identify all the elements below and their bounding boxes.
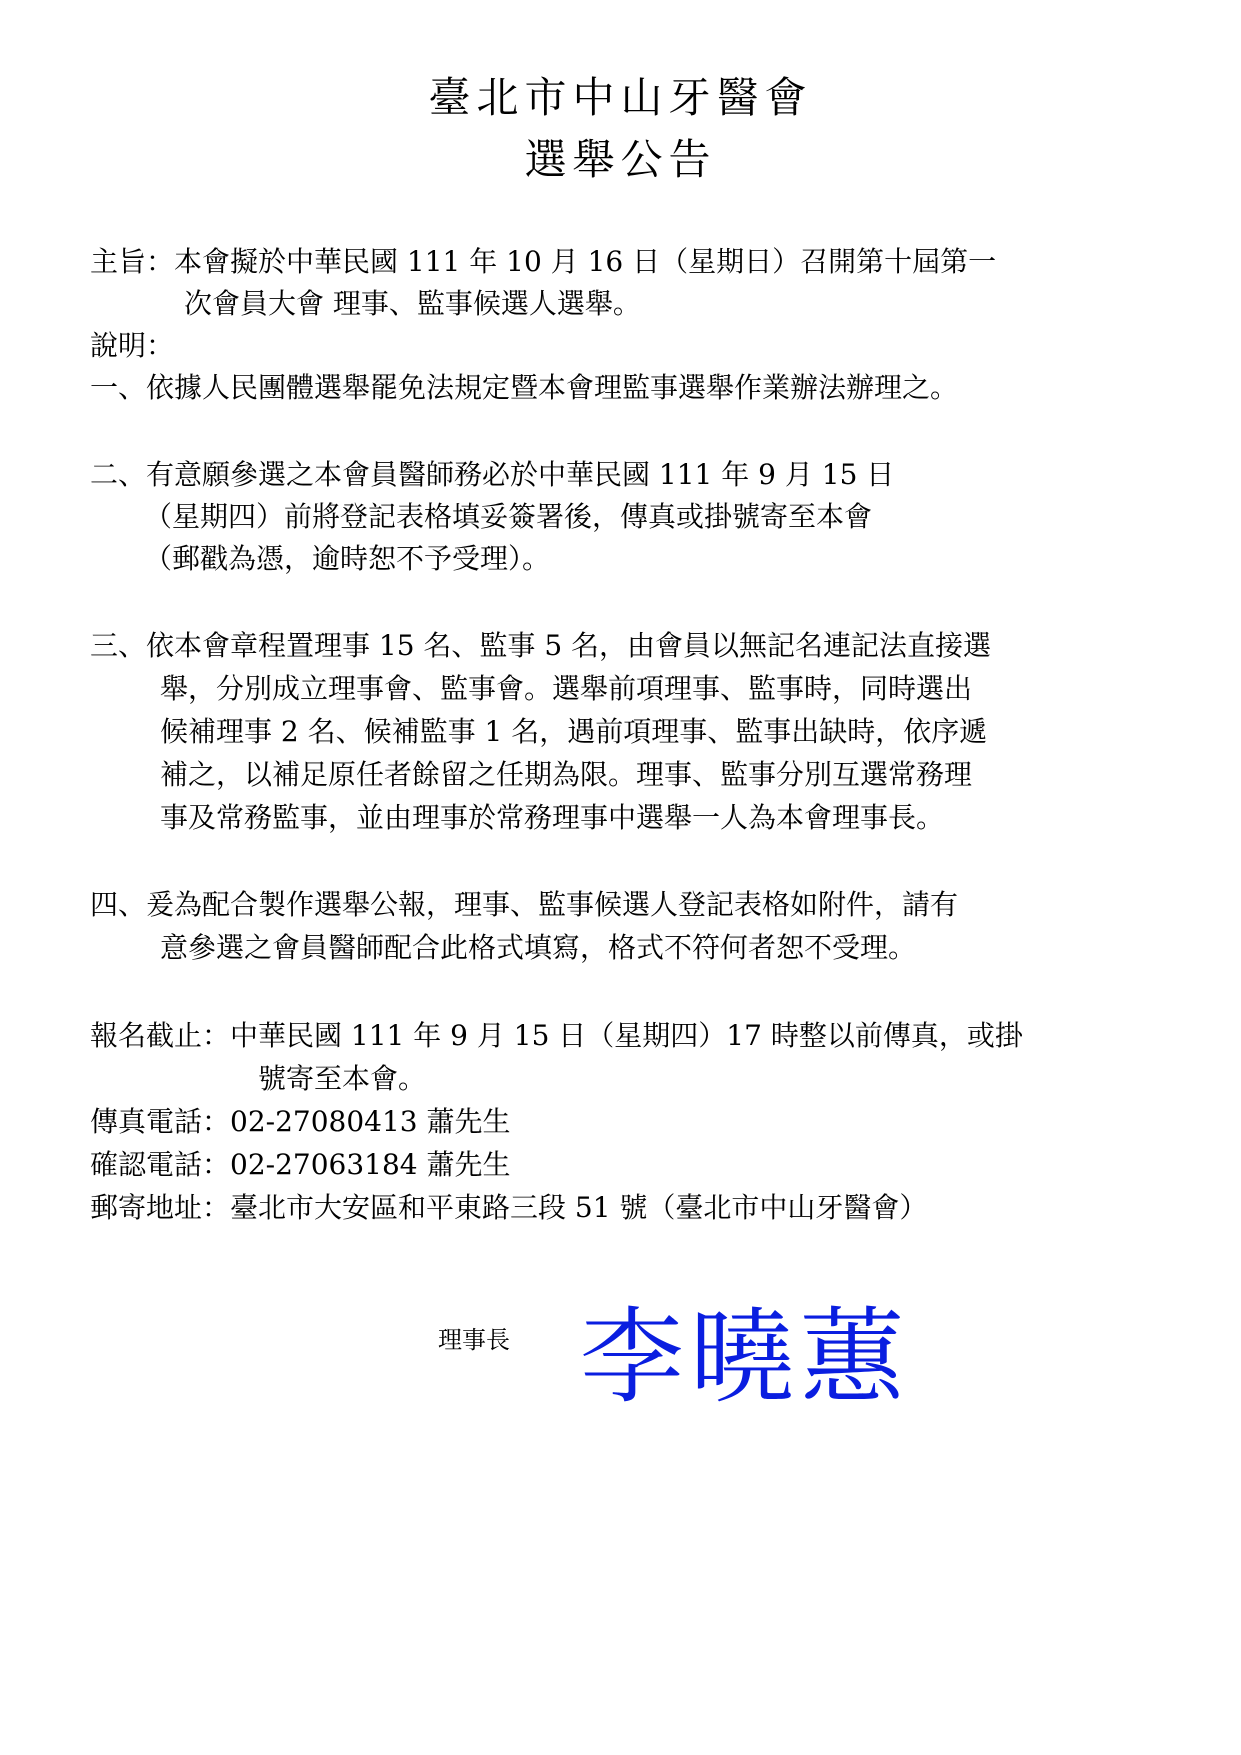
item-3-line-1: 三、依本會章程置理事 15 名、監事 5 名，由會員以無記名連記法直接選 xyxy=(90,629,992,662)
item-3-line-4: 補之，以補足原任者餘留之任期為限。理事、監事分別互選常務理 xyxy=(160,758,973,791)
item-2-line-1: 二、有意願參選之本會員醫師務必於中華民國 111 年 9 月 15 日 xyxy=(90,458,895,491)
item-4-line-2: 意參選之會員醫師配合此格式填寫，格式不符何者恕不受理。 xyxy=(160,931,917,964)
item-4-line-1: 四、爰為配合製作選舉公報，理事、監事候選人登記表格如附件，請有 xyxy=(90,888,959,921)
document-title: 選舉公告 xyxy=(524,135,717,184)
deadline-line-2: 號寄至本會。 xyxy=(258,1062,427,1095)
explanation-heading: 說明： xyxy=(90,329,175,362)
confirm-phone: 確認電話：02-27063184 蕭先生 xyxy=(90,1148,511,1181)
subject-line-2: 次會員大會 理事、監事候選人選舉。 xyxy=(184,287,641,320)
mailing-address: 郵寄地址：臺北市大安區和平東路三段 51 號（臺北市中山牙醫會） xyxy=(90,1191,928,1224)
item-3-line-2: 舉，分別成立理事會、監事會。選舉前項理事、監事時，同時選出 xyxy=(160,672,973,705)
item-3-line-5: 事及常務監事，並由理事於常務理事中選舉一人為本會理事長。 xyxy=(160,801,945,834)
signature-label: 理事長 xyxy=(438,1326,510,1354)
item-2-line-3: （郵戳為憑，逾時恕不予受理）。 xyxy=(144,542,551,575)
org-title: 臺北市中山牙醫會 xyxy=(428,73,813,122)
item-2-line-2: （星期四）前將登記表格填妥簽署後，傳真或掛號寄至本會 xyxy=(144,500,873,533)
item-3-line-3: 候補理事 2 名、候補監事 1 名，遇前項理事、監事出缺時，依序遞 xyxy=(160,715,988,748)
subject-line-1: 主旨：本會擬於中華民國 111 年 10 月 16 日（星期日）召開第十屆第一 xyxy=(90,245,997,278)
fax-number: 傳真電話：02-27080413 蕭先生 xyxy=(90,1105,511,1138)
deadline-line-1: 報名截止：中華民國 111 年 9 月 15 日（星期四）17 時整以前傳真，或掛 xyxy=(90,1019,1023,1052)
signature-name: 李曉蕙 xyxy=(580,1296,911,1418)
item-1-line-1: 一、依據人民團體選舉罷免法規定暨本會理監事選舉作業辦法辦理之。 xyxy=(90,371,959,404)
